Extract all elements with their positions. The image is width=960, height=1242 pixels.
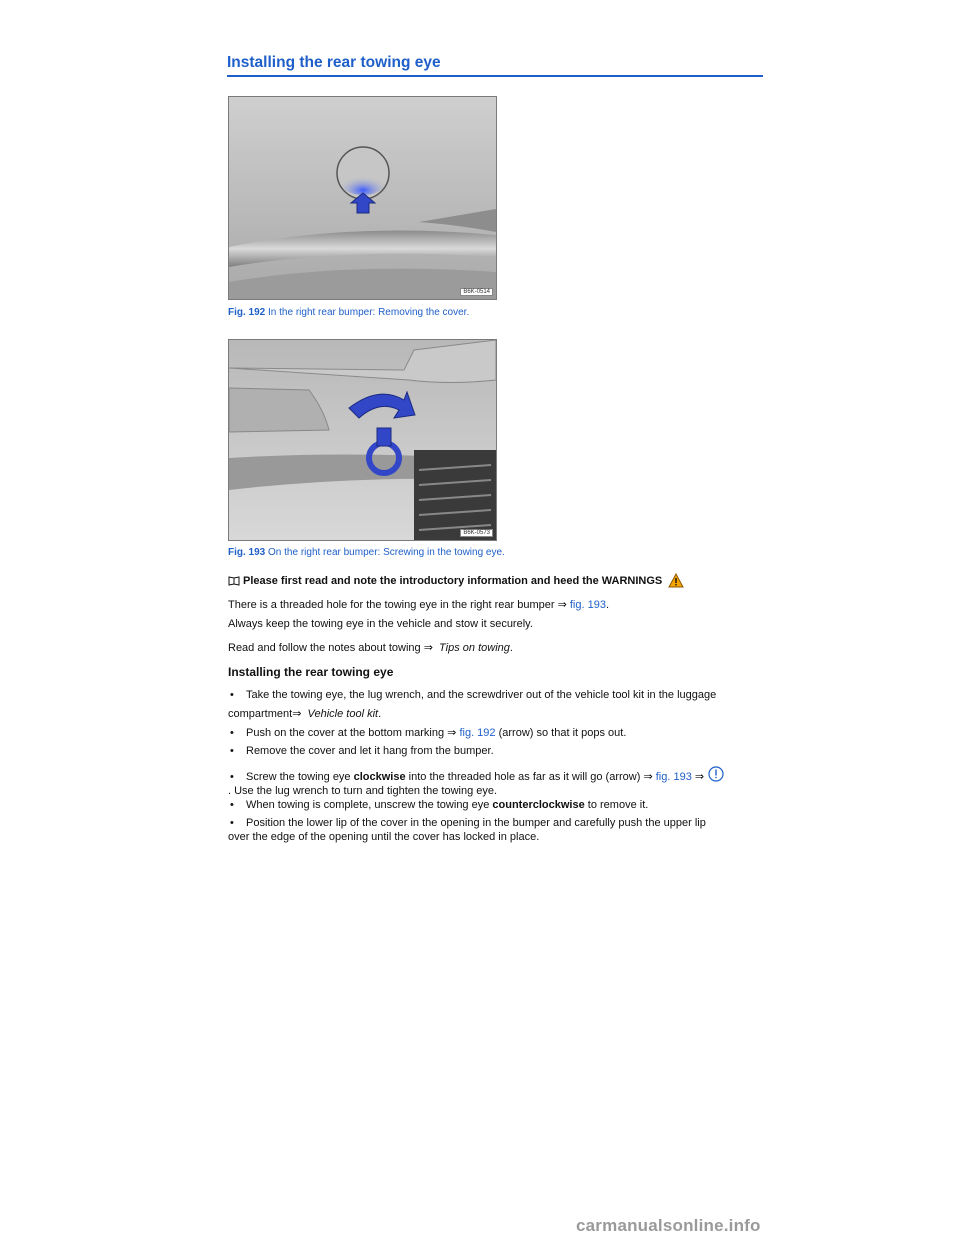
bullet-item-3 [228,744,758,758]
watermark: carmanualsonline.info [576,1216,761,1235]
bullet-text: When towing is complete, unscrew the towing eye [246,799,493,811]
period: . [509,642,513,654]
bullet-text: Push on the cover at the bottom marking [246,727,448,739]
bullet-text-cont: . Use the lug wrench to turn and tighten the towing eye. [228,785,498,797]
bullet-item-6 [228,816,758,844]
bold-clockwise: clockwise [353,771,406,783]
bullet-text-end: (arrow) so that it pops out. [495,727,627,739]
paragraph-threaded-hole [228,598,758,612]
figure-193-caption [228,547,505,558]
link-fig-193[interactable]: fig. 193 [569,599,606,611]
caption-text: In the right rear bumper: Removing the cover. [265,307,470,318]
bullet-text: Position the lower lip of the cover in the opening in the bumper and carefully push the upper lip [246,817,706,829]
bullet-item-4 [228,766,758,798]
bullet-text: Take the towing eye, the lug wrench, and the screwdriver out of the vehicle tool kit in the luggage [246,689,717,701]
bullet-marker: • [230,799,234,811]
bullet-item-5 [228,798,758,812]
bullet-text-cont: over the edge of the opening until the cover has locked in place. [228,831,540,843]
bullet-text-end: to remove it. [584,799,649,811]
bullet-text: Remove the cover and let it hang from the bumper. [246,745,494,757]
towing-eye-illustration [229,340,496,540]
figure-code: B6K-0514 [460,288,493,296]
caution-icon[interactable] [708,766,724,782]
figure-code: B6K-0573 [460,529,493,537]
reference-arrow: ⇒ [447,727,457,739]
reference-arrow: ⇒ [643,771,653,783]
paragraph-keep-towing-eye: Always keep the towing eye in the vehicle and stow it securely. [228,618,533,630]
bullet-text-mid: into the threaded hole as far as it will go (arrow) [405,771,644,783]
period: . [378,708,382,720]
bullet-text-cont: compartment [228,708,293,720]
page-title: Installing the rear towing eye [227,54,763,77]
reference-arrow: ⇒ [292,708,302,720]
paragraph-text: Read and follow the notes about towing [228,642,424,654]
period: . [605,599,610,611]
link-tips-on-towing[interactable]: Tips on towing [439,642,510,654]
bullet-marker: • [230,771,234,783]
section-heading: Installing the rear towing eye [228,665,394,679]
paragraph-text: There is a threaded hole for the towing eye in the right rear bumper [228,599,558,611]
notice-text: Please first read and note the introductory information and heed the WARNINGS [243,575,663,587]
book-icon [228,576,240,586]
link-fig-192[interactable]: fig. 192 [459,727,496,739]
caption-text: On the right rear bumper: Screwing in the towing eye. [265,547,505,558]
bumper-cover-illustration [229,97,496,299]
reference-arrow: ⇒ [557,599,567,611]
figure-192-caption [228,307,469,318]
bold-counterclockwise: counterclockwise [492,799,585,811]
figure-number: Fig. 192 [228,307,266,318]
figure-number: Fig. 193 [228,547,266,558]
reference-arrow: ⇒ [423,642,433,654]
link-vehicle-tool-kit[interactable]: Vehicle tool kit [307,708,379,720]
bullet-marker: • [230,727,234,739]
paragraph-towing-notes [228,641,758,655]
warning-icon[interactable] [668,573,684,588]
bullet-item-2 [228,726,758,740]
intro-notice [228,573,758,588]
bullet-marker: • [230,689,234,701]
bullet-item-1 [228,688,758,721]
link-fig-193[interactable]: fig. 193 [655,771,692,783]
bullet-marker: • [230,817,234,829]
figure-192 [228,96,497,300]
reference-arrow: ⇒ [694,771,705,783]
bullet-text: Screw the towing eye [246,771,354,783]
figure-193 [228,339,497,541]
bullet-marker: • [230,745,234,757]
